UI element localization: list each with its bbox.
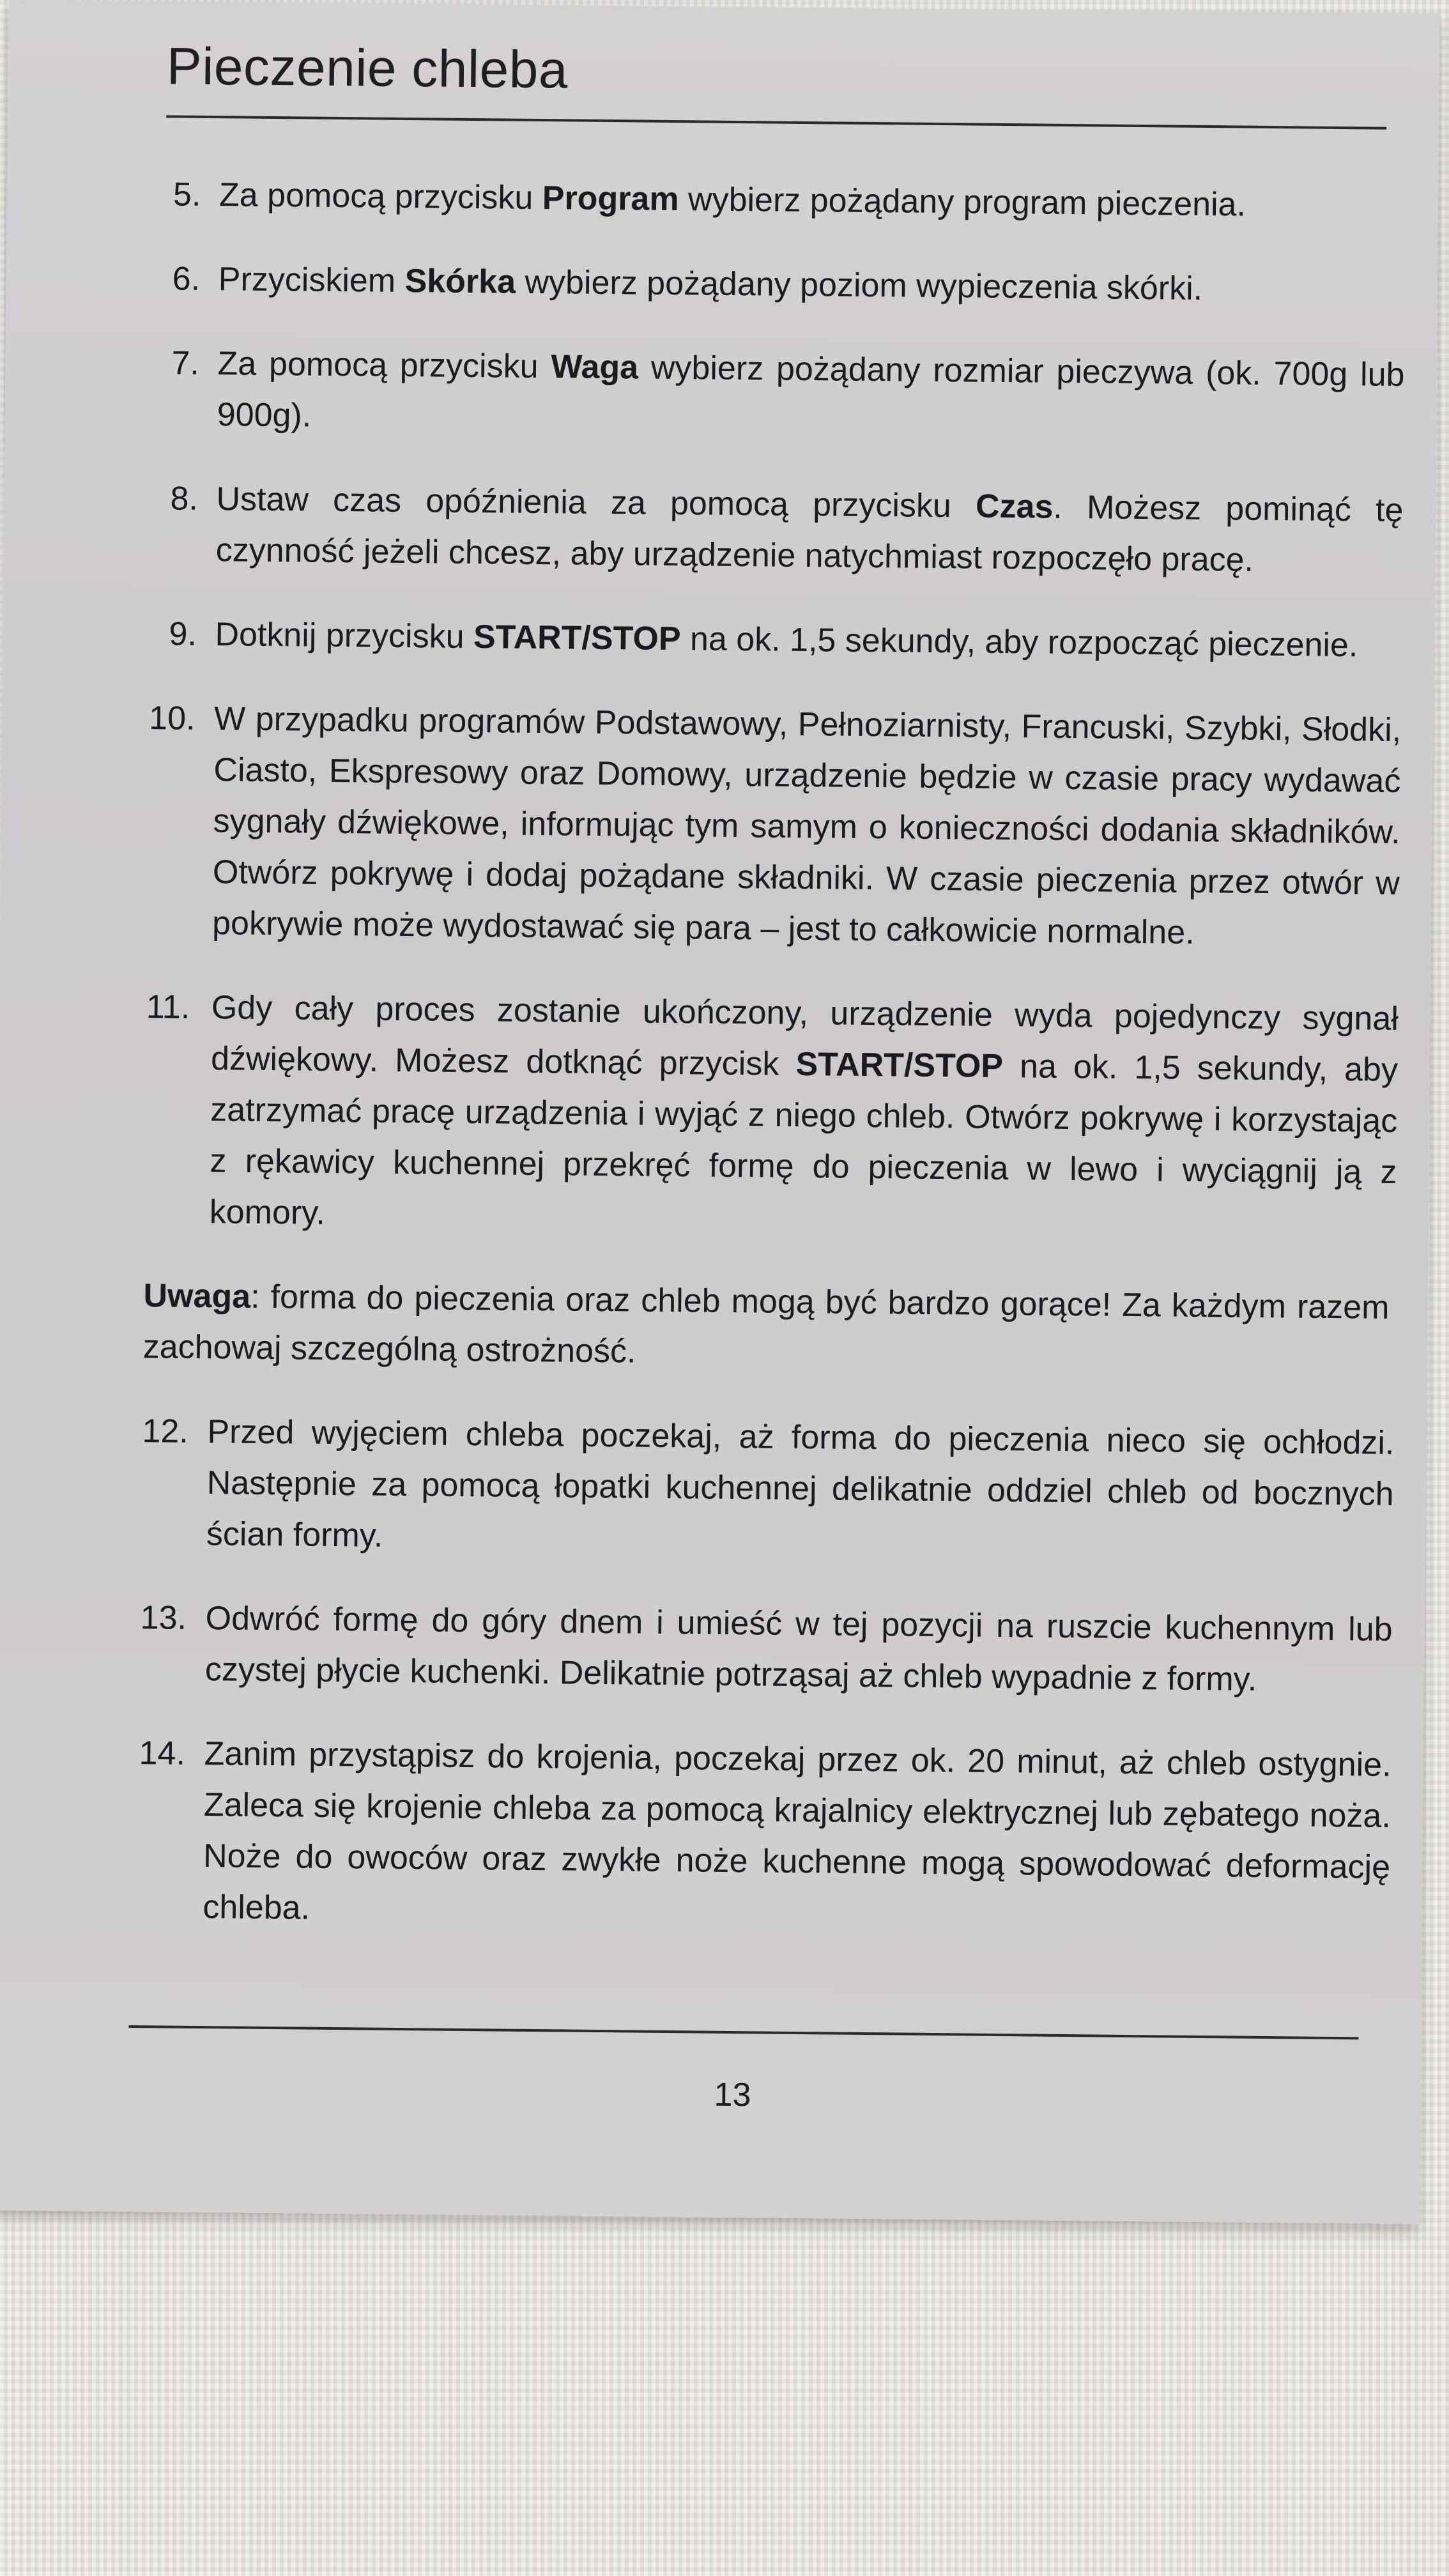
step-text: Ustaw czas opóźnienia za pomocą przycisku Czas. Możesz pominąć tę czynność jeżeli chcesz, aby urządzenie natychmiast rozpoczęło pracę. [215, 480, 1404, 579]
step-number: 12. [142, 1413, 189, 1450]
step-number: 14. [139, 1735, 186, 1772]
instructions-body [139, 169, 1406, 1977]
page-number: 13 [714, 2076, 751, 2114]
step-8 [169, 473, 1403, 587]
step-14 [139, 1728, 1392, 1944]
step-12 [142, 1406, 1395, 1571]
button-name-czas: Czas [975, 487, 1054, 526]
step-text: W przypadku programów Podstawowy, Pełnoziarnisty, Francuski, Szybki, Słodki, Ciasto, Ekspresowy oraz Domowy, urządzenie będzie w czasie pracy wydawać sygnały dźwiękowe, informując tym samym o konieczności dodania składników. Otwórz pokrywę i dodaj pożądane składniki. W czasie pieczenia przez otwór w pokrywie może wydostawać się para – jest to całkowicie normalne. [211, 700, 1402, 951]
step-number: 8. [170, 480, 199, 518]
step-number: 6. [172, 260, 201, 298]
header-divider [166, 115, 1386, 129]
step-10 [148, 693, 1402, 960]
button-name-program: Program [542, 180, 679, 218]
step-number: 13. [140, 1599, 187, 1637]
step-number: 7. [171, 344, 200, 382]
step-text: Zanim przystąpisz do krojenia, poczekaj przez ok. 20 minut, aż chleb ostygnie. Zaleca się krojenie chleba za pomocą krajalnicy elektrycznej lub zębatego noża. Noże do owoców oraz zwykłe noże kuchenne mogą spowodować deformację chleba. [203, 1735, 1392, 1927]
step-number: 5. [172, 176, 201, 213]
step-13 [140, 1592, 1393, 1706]
step-number: 9. [169, 615, 197, 653]
step-number: 11. [146, 988, 190, 1026]
warning-label: Uwaga [143, 1277, 251, 1315]
button-name-waga: Waga [551, 348, 639, 387]
step-6 [172, 253, 1406, 316]
step-5 [173, 169, 1407, 232]
step-text: Odwróć formę do góry dnem i umieść w tej pozycji na ruszcie kuchennym lub czystej płycie kuchenki. Delikatnie potrząsaj aż chleb wypadnie z formy. [204, 1600, 1393, 1698]
page-title: Pieczenie chleba [166, 37, 569, 100]
warning-note [142, 1270, 1389, 1384]
button-name-skorka: Skórka [404, 262, 516, 301]
step-9 [169, 608, 1402, 671]
step-text: Przed wyjęciem chleba poczekaj, aż forma do pieczenia nieco się ochłodzi. Następnie za pomocą łopatki kuchennej delikatnie oddziel chleb od bocznych ścian formy. [206, 1413, 1395, 1554]
button-name-start-stop: START/STOP [795, 1045, 1004, 1085]
warning-text: : forma do pieczenia oraz chleb mogą być bardzo gorące! Za każdym razem zachowaj szczególną ostrożność. [142, 1278, 1390, 1370]
button-name-start-stop: START/STOP [473, 618, 681, 658]
step-11 [146, 981, 1399, 1249]
step-text: Za pomocą przycisku Program wybierz pożądany program pieczenia. [218, 176, 1246, 224]
step-text: Dotknij przycisku START/STOP na ok. 1,5 sekundy, aby rozpocząć pieczenie. [215, 616, 1358, 664]
step-text: Przyciskiem Skórka wybierz pożądany poziom wypieczenia skórki. [218, 261, 1203, 307]
step-number: 10. [148, 700, 195, 737]
step-7 [171, 337, 1404, 452]
step-text: Za pomocą przycisku Waga wybierz pożądany rozmiar pieczywa (ok. 700g lub 900g). [217, 345, 1405, 434]
footer-divider [129, 2025, 1359, 2039]
step-text: Gdy cały proces zostanie ukończony, urządzenie wyda pojedynczy sygnał dźwiękowy. Możesz dotknąć przycisk START/STOP na ok. 1,5 sekundy, aby zatrzymać pracę urządzenia i wyjąć z niego chleb. Otwórz pokrywę i korzystając z rękawicy kuchennej przekręć formę do pieczenia w lewo i wyciągnij ją z komory. [209, 989, 1399, 1232]
